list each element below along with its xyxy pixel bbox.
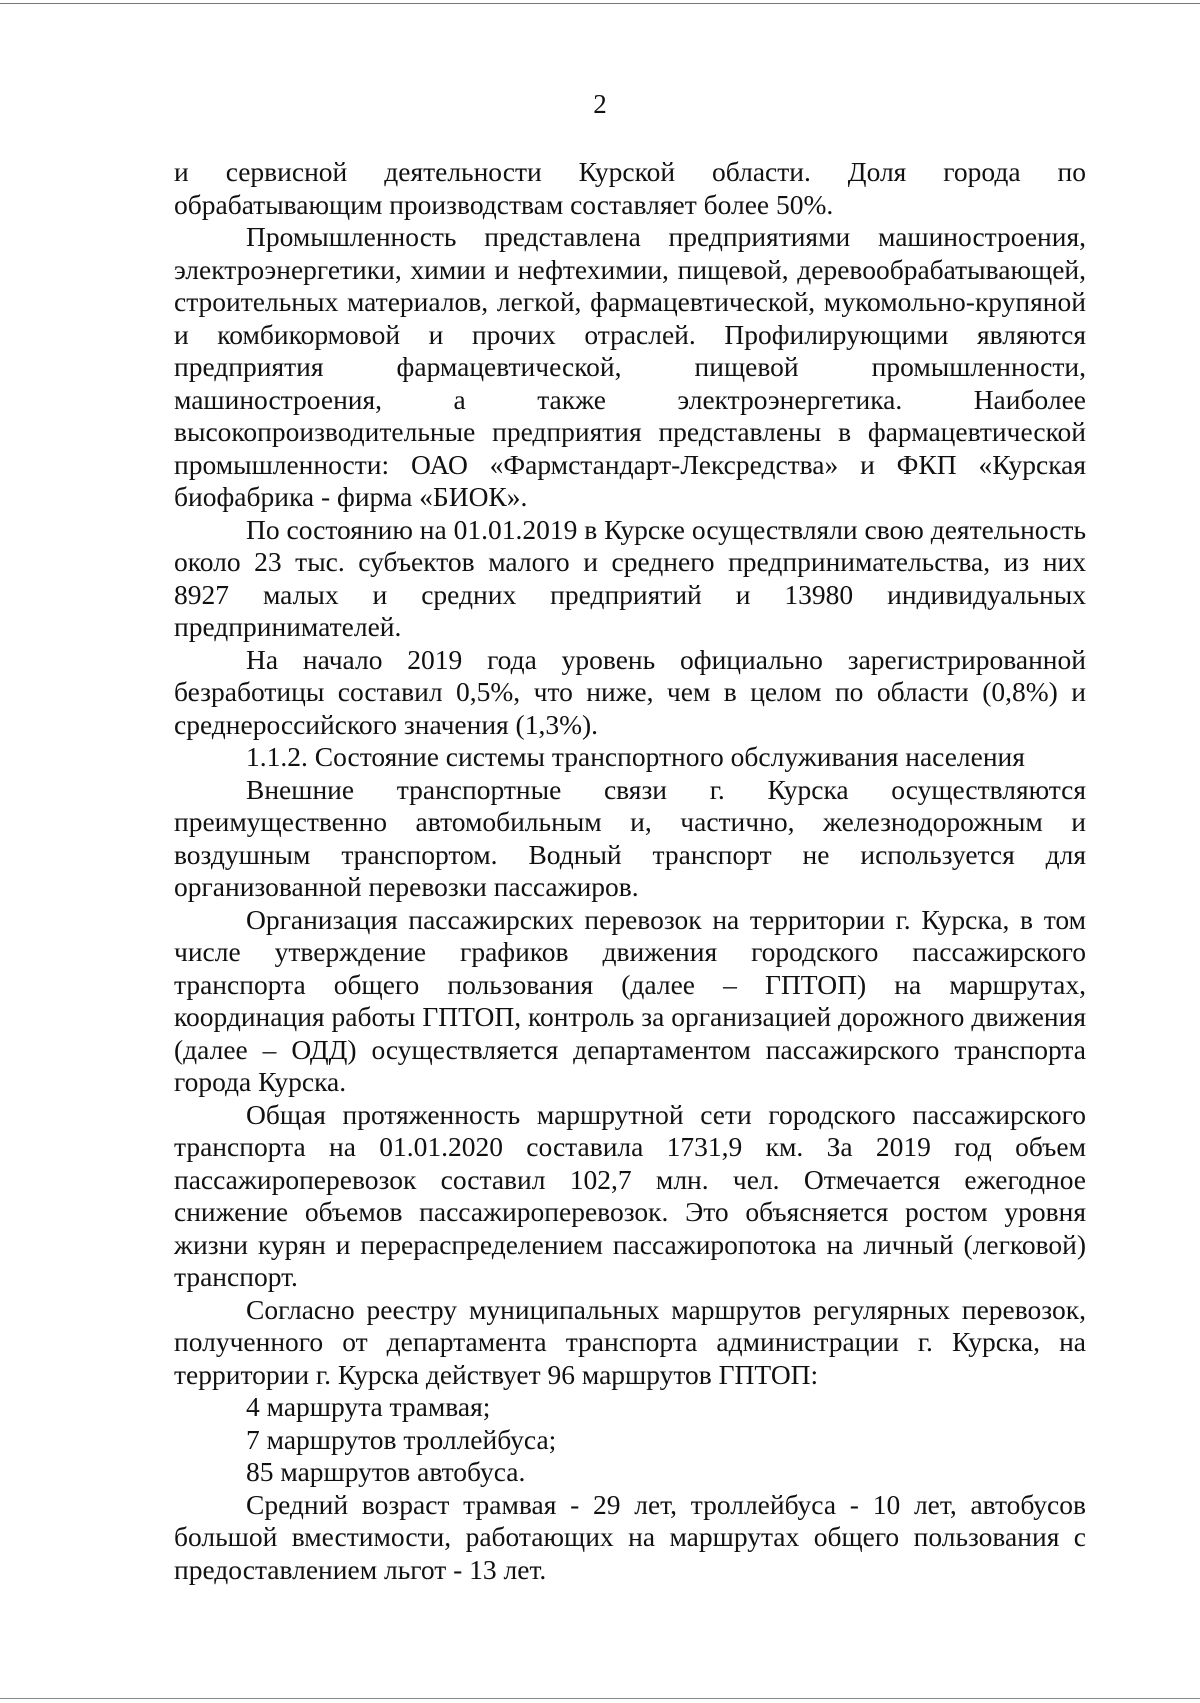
page-number: 2: [593, 89, 607, 119]
paragraph-vehicle-age: Средний возраст трамвая - 29 лет, троллейбуса - 10 лет, автобусов большой вместимости, работающих на маршрутах общего пользования с предоставлением льгот - 13 лет.: [174, 1488, 1086, 1585]
list-item-trolleybus-routes: 7 маршрутов троллейбуса;: [246, 1423, 557, 1455]
scan-top-edge: [0, 3, 1200, 4]
paragraph-route-network: Общая протяженность маршрутной сети городского пассажирского транспорта на 01.01.2020 составила 1731,9 км. За 2019 год объем пассажироперевозок составил 102,7 млн. чел. Отмечается ежегодное снижение объемов пассажироперевозок. Это объясняется ростом уровня жизни курян и перераспределением пассажиропотока на личный (легковой) транспорт.: [174, 1098, 1086, 1292]
paragraph-unemployment: На начало 2019 года уровень официально зарегистрированной безработицы составил 0,5%, что ниже, чем в целом по области (0,8%) и среднероссийского значения (1,3%).: [174, 643, 1086, 740]
section-heading: 1.1.2. Состояние системы транспортного обслуживания населения: [246, 741, 1025, 772]
list-item-bus-routes: 85 маршрутов автобуса.: [246, 1456, 526, 1487]
scan-bottom-edge: [0, 1698, 1200, 1699]
paragraph-business-entities: По состоянию на 01.01.2019 в Курске осуществляли свою деятельность около 23 тыс. субъектов малого и среднего предпринимательства, из них 8927 малых и средних предприятий и 13980 индивидуальных предпринимателей.: [174, 513, 1086, 642]
paragraph-continuation: и сервисной деятельности Курской области. Доля города по обрабатывающим производствам составляет более 50%.: [174, 156, 1086, 220]
paragraph-transport-organization: Организация пассажирских перевозок на территории г. Курска, в том числе утверждение графиков движения городского пассажирского транспорта общего пользования (далее – ГПТОП) на маршрутах, координация работы ГПТОП, контроль за организацией дорожного движения (далее – ОДД) осуществляется департаментом пассажирского транспорта города Курска.: [174, 903, 1086, 1097]
paragraph-external-transport: Внешние транспортные связи г. Курска осуществляются преимущественно автомобильным и, частично, железнодорожным и воздушным транспортом. Водный транспорт не используется для организованной перевозки пассажиров.: [174, 773, 1086, 902]
document-body: [174, 156, 1086, 1586]
paragraph-route-registry: Согласно реестру муниципальных маршрутов регулярных перевозок, полученного от департамента транспорта администрации г. Курска, на территории г. Курска действует 96 маршрутов ГПТОП:: [174, 1293, 1086, 1390]
list-item-tram-routes: 4 маршрута трамвая;: [246, 1391, 491, 1422]
paragraph-industry: Промышленность представлена предприятиями машиностроения, электроэнергетики, химии и нефтехимии, пищевой, деревообрабатывающей, строительных материалов, легкой, фармацевтической, мукомольно-крупяной и комбикормовой и прочих отраслей. Профилирующими являются предприятия фармацевтической, пищевой промышленности, машиностроения, а также электроэнергетика. Наиболее высокопроизводительные предприятия представлены в фармацевтической промышленности: ОАО «Фармстандарт-Лексредства» и ФКП «Курская биофабрика - фирма «БИОК».: [174, 221, 1086, 512]
